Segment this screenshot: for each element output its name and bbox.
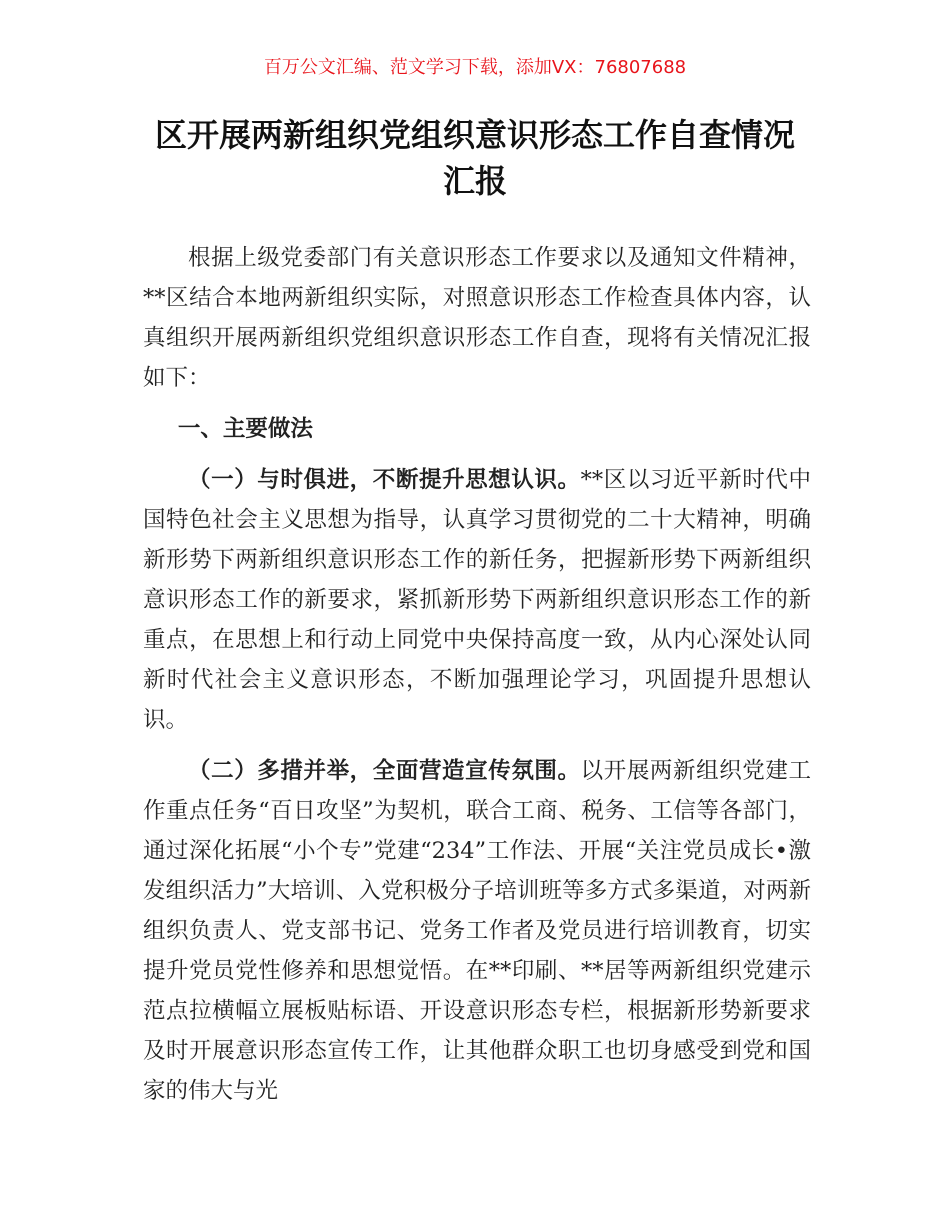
- paragraph-lead: （一）与时俱进，不断提升思想认识。: [188, 467, 581, 493]
- paragraph-item-1: [143, 460, 811, 740]
- intro-paragraph: 根据上级党委部门有关意识形态工作要求以及通知文件精神，**区结合本地两新组织实际，对照意识形态工作检查具体内容，认真组织开展两新组织党组织意识形态工作自查，现将有关情况汇报如下：: [143, 245, 811, 391]
- paragraph-text: 以开展两新组织党建工作重点任务“百日攻坚”为契机，联合工商、税务、工信等各部门，通过深化拓展“小个专”党建“234”工作法、开展“关注党员成长•激发组织活力”大培训、入党积极分子培训班等多方式多渠道，对两新组织负责人、党支部书记、党务工作者及党员进行培训教育，切实提升党员党性修养和思想觉悟。在**印刷、**居等两新组织党建示范点拉横幅立展板贴标语、开设意识形态专栏，根据新形势新要求及时开展意识形态宣传工作，让其他群众职工也切身感受到党和国家的伟大与光: [143, 758, 811, 1104]
- paragraph-text: **区以习近平新时代中国特色社会主义思想为指导，认真学习贯彻党的二十大精神，明确新形势下两新组织意识形态工作的新任务，把握新形势下两新组织意识形态工作的新要求，紧抓新形势下两新组织意识形态工作的新重点，在思想上和行动上同党中央保持高度一致，从内心深处认同新时代社会主义意识形态，不断加强理论学习，巩固提升思想认识。: [143, 467, 811, 733]
- document-body: [143, 238, 811, 1122]
- paragraph-item-2: [143, 751, 811, 1111]
- section-heading: 一、主要做法: [177, 416, 313, 442]
- promo-banner: 百万公文汇编、范文学习下载，添加VX：76807688: [263, 57, 687, 78]
- paragraph-lead: （二）多措并举，全面营造宣传氛围。: [188, 758, 581, 784]
- document-title: 区开展两新组织党组织意识形态工作自查情况汇报: [154, 116, 795, 200]
